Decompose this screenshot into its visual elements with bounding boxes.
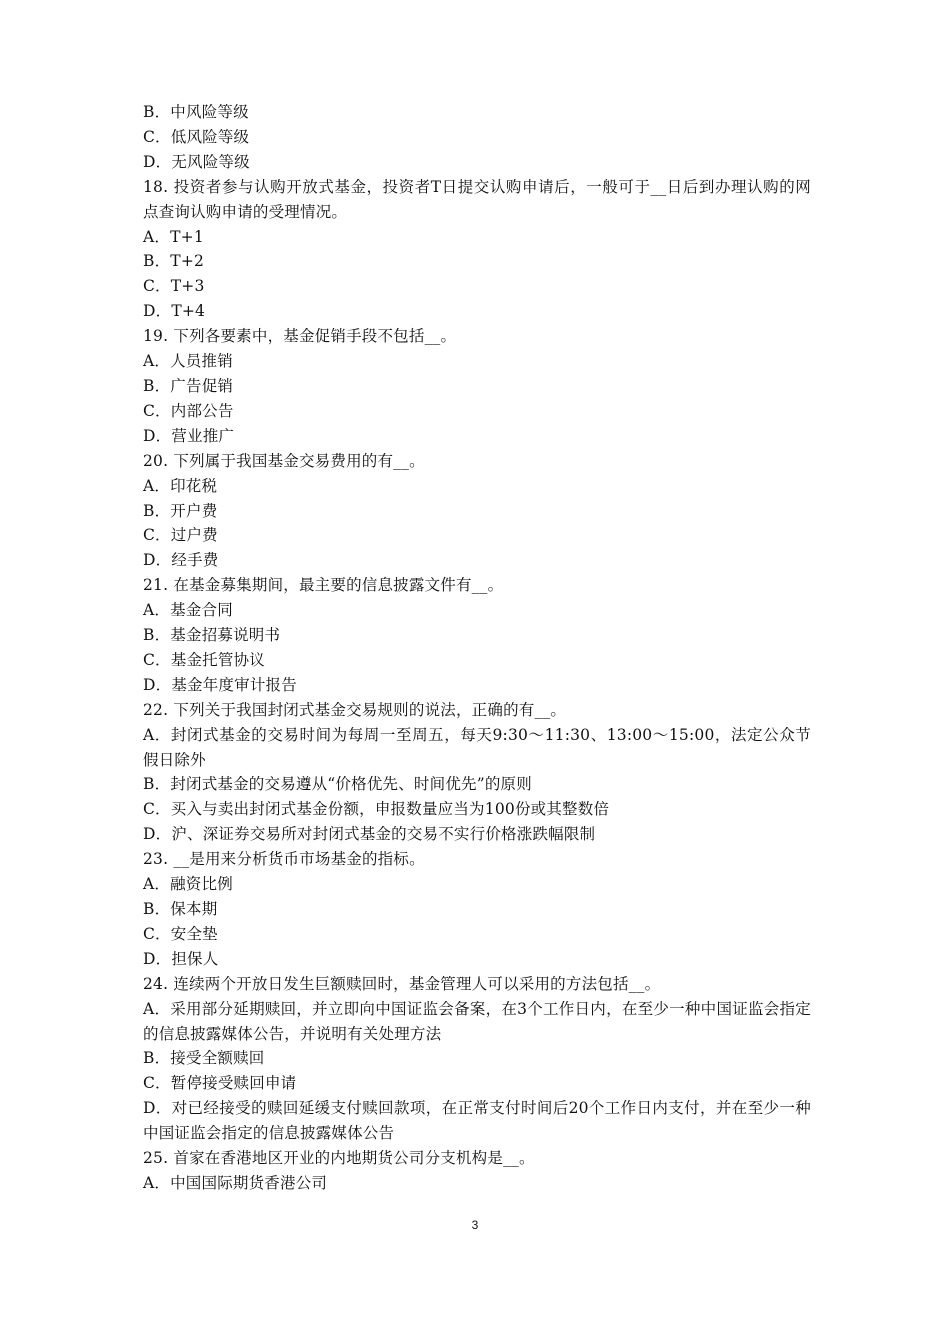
option-a: A．印花税: [143, 476, 218, 495]
option-a: A．T+1: [143, 227, 204, 246]
option-c: C．低风险等级: [143, 127, 250, 146]
option-a: A．基金合同: [143, 601, 233, 620]
page-number: 3: [471, 1218, 479, 1232]
option-c: C．过户费: [143, 526, 218, 545]
option-b: B．T+2: [143, 252, 205, 271]
option-a: A．采用部分延期赎回，并立即向中国证监会备案，在3个工作日内，在至少一种中国证监会指定的信息披露媒体公告，并说明有关处理方法: [143, 999, 811, 1043]
option-c: C．内部公告: [143, 401, 234, 420]
option-d: D．经手费: [143, 551, 219, 570]
option-d: D．基金年度审计报告: [143, 675, 297, 694]
question-21: 21. 在基金募集期间，最主要的信息披露文件有__。: [143, 576, 504, 595]
question-24: 24. 连续两个开放日发生巨额赎回时，基金管理人可以采用的方法包括__。: [143, 974, 661, 993]
option-c: C．T+3: [143, 277, 205, 296]
question-25: 25. 首家在香港地区开业的内地期货公司分支机构是__。: [143, 1149, 535, 1168]
option-b: B．广告促销: [143, 376, 234, 395]
option-a: A．中国国际期货香港公司: [143, 1173, 328, 1192]
option-c: C．买入与卖出封闭式基金份额，申报数量应当为100份或其整数倍: [143, 800, 610, 819]
question-23: 23. __是用来分析货币市场基金的指标。: [143, 850, 425, 869]
option-b: B．保本期: [143, 900, 218, 918]
option-b: B．封闭式基金的交易遵从“价格优先、时间优先”的原则: [143, 775, 532, 794]
option-b: B．中风险等级: [143, 103, 249, 121]
option-b: B．基金招募说明书: [143, 626, 281, 645]
option-d: D．沪、深证券交易所对封闭式基金的交易不实行价格涨跌幅限制: [143, 825, 596, 844]
option-a: A．封闭式基金的交易时间为每周一至周五，每天9:30～11:30、13:00～15:00，法定公众节假日除外: [143, 725, 811, 769]
document-body: [143, 100, 811, 1196]
option-d: D．营业推广: [143, 426, 235, 445]
option-d: D．T+4: [143, 302, 206, 321]
option-d: D．无风险等级: [143, 152, 250, 171]
option-d: D．担保人: [143, 949, 219, 968]
option-b: B．接受全额赎回: [143, 1049, 265, 1068]
option-d: D．对已经接受的赎回延缓支付赎回款项，在正常支付时间后20个工作日内支付，并在至少一种中国证监会指定的信息披露媒体公告: [143, 1099, 811, 1143]
question-19: 19. 下列各要素中，基金促销手段不包括__。: [143, 327, 457, 346]
option-a: A．融资比例: [143, 875, 233, 894]
option-c: C．安全垫: [143, 924, 218, 943]
question-22: 22. 下列关于我国封闭式基金交易规则的说法，正确的有__。: [143, 700, 567, 719]
option-c: C．基金托管协议: [143, 650, 265, 669]
option-b: B．开户费: [143, 501, 218, 520]
option-a: A．人员推销: [143, 352, 233, 371]
option-c: C．暂停接受赎回申请: [143, 1074, 297, 1093]
question-20: 20. 下列属于我国基金交易费用的有__。: [143, 451, 425, 470]
question-18: 18. 投资者参与认购开放式基金，投资者T日提交认购申请后，一般可于__日后到办理认购的网点查询认购申请的受理情况。: [143, 177, 811, 221]
